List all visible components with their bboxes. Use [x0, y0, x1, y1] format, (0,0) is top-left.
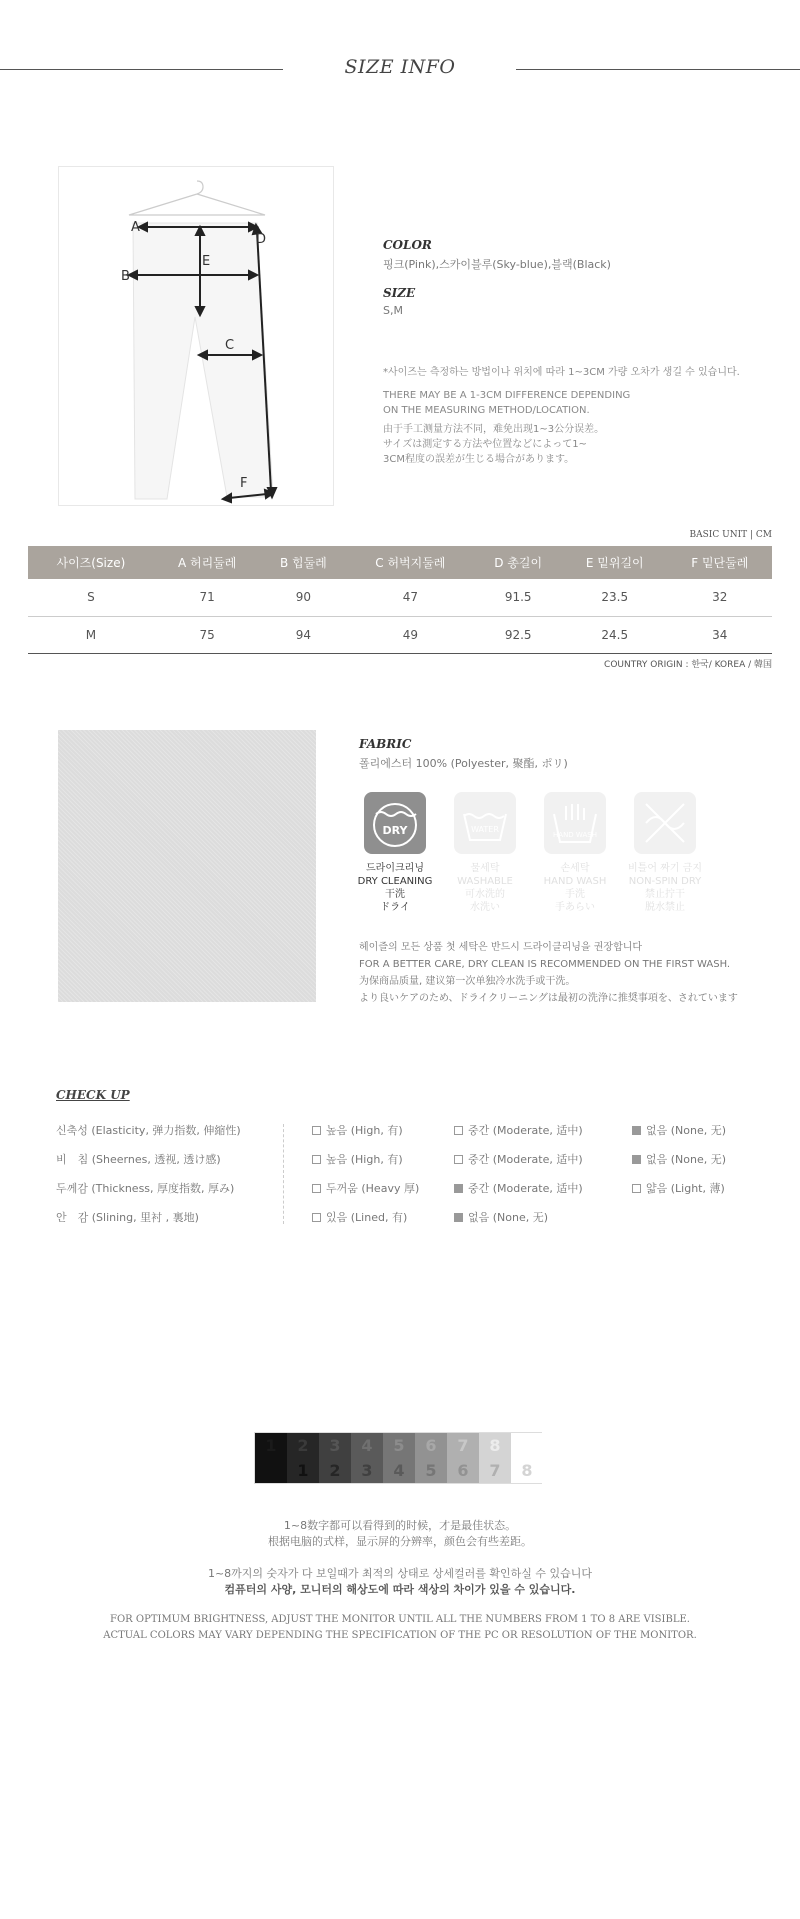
pants-illustration: [59, 167, 335, 507]
checkbox-icon: [312, 1184, 321, 1193]
th-thigh: C 허벅지둘레: [346, 546, 474, 579]
table-cell: 92.5: [474, 616, 561, 653]
th-hip: B 힙둘레: [261, 546, 347, 579]
care-text: 手あらい: [555, 902, 595, 913]
care-text: 可水洗的: [465, 889, 505, 900]
page-title: SIZE INFO: [344, 56, 456, 78]
care-text: HAND WASH: [543, 876, 607, 887]
checkup-option: 높음 (High, 有): [312, 1151, 403, 1167]
size-value: S,M: [383, 304, 403, 317]
th-length: D 총길이: [474, 546, 561, 579]
scale-cell: 3: [351, 1458, 383, 1483]
th-hem: F 밑단둘레: [668, 546, 772, 579]
checkup-option: 높음 (High, 有): [312, 1122, 403, 1138]
care-text: WASHABLE: [457, 876, 513, 887]
note-line: FOR OPTIMUM BRIGHTNESS, ADJUST THE MONITOR UNTIL ALL THE NUMBERS FROM 1 TO 8 ARE VISIBLE.: [110, 1614, 690, 1625]
note-line: 1~8까지의 숫자가 다 보일때가 최적의 상태로 상세컬러를 확인하실 수 있습니다: [207, 1567, 593, 1580]
checkup-name: 안 감 (Slining, 里衬 , 裏地): [56, 1211, 199, 1224]
care-water-wash: [445, 792, 525, 914]
care-text: 드라이크리닝: [366, 863, 424, 874]
color-value: 핑크(Pink),스카이블루(Sky-blue),블랙(Black): [383, 258, 611, 271]
header-line-right: [516, 69, 800, 70]
table-cell: 71: [154, 579, 261, 616]
table-cell: 91.5: [474, 579, 561, 616]
table-row: [28, 616, 772, 653]
scale-cell: 5: [415, 1458, 447, 1483]
country-origin: COUNTRY ORIGIN : 한국/ KOREA / 韓国: [604, 660, 772, 670]
label-a: A: [131, 220, 140, 235]
scale-cell: 3: [319, 1433, 351, 1458]
size-note-en-2: ON THE MEASURING METHOD/LOCATION.: [383, 405, 590, 416]
checkup-option: 얇음 (Light, 薄): [632, 1180, 725, 1196]
checkup-option: 중간 (Moderate, 适中): [454, 1180, 583, 1196]
checkup-row-sheerness: [56, 1151, 786, 1171]
size-note-cn: 由于手工测量方法不同，难免出现1~3公分误差。: [383, 424, 605, 435]
note-line: 컴퓨터의 사양, 모니터의 해상도에 따라 색상의 차이가 있을 수 있습니다.: [224, 1583, 576, 1596]
label-f: F: [240, 476, 248, 491]
checkbox-checked-icon: [632, 1155, 641, 1164]
basic-unit: BASIC UNIT | CM: [689, 530, 772, 540]
checkbox-checked-icon: [632, 1126, 641, 1135]
checkup-name: 비 침 (Sheernes, 透视, 透け感): [56, 1153, 221, 1166]
svg-text:WATER: WATER: [471, 825, 499, 834]
table-cell: 90: [261, 579, 347, 616]
fabric-info: [359, 737, 779, 771]
scale-cell: 5: [383, 1433, 415, 1458]
scale-cell: 6: [415, 1433, 447, 1458]
care-text: 물세탁: [470, 863, 500, 874]
checkbox-icon: [632, 1184, 641, 1193]
scale-cell: 4: [383, 1458, 415, 1483]
table-cell: S: [28, 579, 154, 616]
table-cell: 34: [668, 616, 772, 653]
product-diagram: [58, 166, 334, 506]
size-note-en-1: THERE MAY BE A 1-3CM DIFFERENCE DEPENDING: [383, 390, 631, 401]
water-wash-icon: [454, 792, 516, 854]
size-note-jp-2: 3CM程度の誤差が生じる場合があります。: [383, 454, 575, 465]
checkbox-icon: [312, 1155, 321, 1164]
scale-cell: 7: [447, 1433, 479, 1458]
care-hand-wash: [535, 792, 615, 914]
size-label: SIZE: [383, 286, 416, 300]
checkup-option: 있음 (Lined, 有): [312, 1209, 407, 1225]
care-text: 干洗: [385, 889, 405, 900]
checkbox-icon: [454, 1155, 463, 1164]
svg-text:HAND WASH: HAND WASH: [553, 831, 597, 839]
care-note-en: FOR A BETTER CARE, DRY CLEAN IS RECOMMENDED ON THE FIRST WASH.: [359, 959, 731, 970]
product-info: [383, 238, 783, 467]
checkup-row-lining: [56, 1209, 786, 1229]
table-row: [28, 579, 772, 616]
checkup-title: CHECK UP: [56, 1088, 130, 1102]
checkup-name: 신축성 (Elasticity, 弹力指数, 伸縮性): [56, 1124, 241, 1137]
care-text: 손세탁: [560, 863, 590, 874]
monitor-note-en: [0, 1612, 800, 1644]
scale-cell: 2: [319, 1458, 351, 1483]
checkbox-checked-icon: [454, 1184, 463, 1193]
size-note-jp-1: サイズは測定する方法や位置などによって1~: [383, 439, 587, 450]
no-wring-icon: [634, 792, 696, 854]
table-cell: 23.5: [562, 579, 668, 616]
th-rise: E 밑위길이: [562, 546, 668, 579]
scale-cell: 6: [447, 1458, 479, 1483]
care-text: ドライ: [380, 902, 410, 913]
care-dry-clean: [355, 792, 435, 914]
th-size: 사이즈(Size): [28, 546, 154, 579]
note-line: ACTUAL COLORS MAY VARY DEPENDING THE SPECIFICATION OF THE PC OR RESOLUTION OF THE MONITOR.: [103, 1630, 697, 1641]
care-text: 脱水禁止: [645, 902, 685, 913]
scale-cell: [255, 1458, 287, 1483]
care-text: NON-SPIN DRY: [628, 876, 702, 887]
checkbox-checked-icon: [454, 1213, 463, 1222]
checkup-option: 없음 (None, 无): [454, 1209, 548, 1225]
checkbox-icon: [312, 1126, 321, 1135]
note-line: 1~8数字都可以看得到的时候，才是最佳状态。: [283, 1519, 517, 1532]
checkup-option: 없음 (None, 无): [632, 1151, 726, 1167]
checkbox-icon: [312, 1213, 321, 1222]
note-line: 根据电脑的式样，显示屏的分辨率，颜色会有些差距。: [268, 1535, 532, 1548]
label-e: E: [202, 254, 211, 269]
care-text: 비틀어 짜기 금지: [628, 863, 702, 874]
label-b: B: [121, 269, 130, 284]
scale-cell: 1: [287, 1458, 319, 1483]
th-waist: A 허리둘레: [154, 546, 261, 579]
care-notes: [359, 939, 799, 1007]
checkup-option: 중간 (Moderate, 适中): [454, 1122, 583, 1138]
checkbox-icon: [454, 1126, 463, 1135]
checkup-name: 두께감 (Thickness, 厚度指数, 厚み): [56, 1182, 235, 1195]
care-no-wring: [625, 792, 705, 914]
hand-wash-icon: [544, 792, 606, 854]
fabric-value: 폴리에스터 100% (Polyester, 聚酯, ポリ): [359, 757, 568, 770]
section-header: [0, 56, 800, 86]
label-d: D: [256, 232, 267, 247]
table-header-row: [28, 546, 772, 579]
scale-cell: 8: [479, 1433, 511, 1458]
size-note-kr: *사이즈는 측정하는 방법이나 위치에 따라 1~3CM 가량 오차가 생길 수 있습니다.: [383, 367, 740, 378]
svg-text:DRY: DRY: [382, 824, 408, 837]
checkup-option: 두꺼움 (Heavy 厚): [312, 1180, 419, 1196]
table-cell: 47: [346, 579, 474, 616]
care-text: 禁止拧干: [645, 889, 685, 900]
care-text: DRY CLEANING: [357, 876, 433, 887]
scale-cell: 8: [511, 1458, 543, 1483]
scale-cell: [511, 1433, 543, 1458]
scale-cell: 2: [287, 1433, 319, 1458]
table-cell: M: [28, 616, 154, 653]
table-cell: 94: [261, 616, 347, 653]
care-note-jp: より良いケアのため、ドライクリーニングは最初の洗浄に推奨事項を、されています: [359, 993, 738, 1004]
scale-cell: 4: [351, 1433, 383, 1458]
table-cell: 32: [668, 579, 772, 616]
checkup-row-thickness: [56, 1180, 786, 1200]
scale-cell: 1: [255, 1433, 287, 1458]
fabric-label: FABRIC: [359, 737, 412, 751]
color-label: COLOR: [383, 238, 432, 252]
table-cell: 49: [346, 616, 474, 653]
care-note-kr: 헤이즐의 모든 상품 첫 세탁은 반드시 드라이클리닝을 권장합니다: [359, 942, 643, 953]
monitor-note-cn: [0, 1518, 800, 1550]
care-text: 手洗: [565, 889, 585, 900]
monitor-note-kr: [0, 1566, 800, 1598]
table-cell: 24.5: [562, 616, 668, 653]
checkup-option: 중간 (Moderate, 适中): [454, 1151, 583, 1167]
monitor-gray-scale: [254, 1432, 542, 1484]
table-cell: 75: [154, 616, 261, 653]
checkup-option: 없음 (None, 无): [632, 1122, 726, 1138]
care-note-cn: 为保商品质量, 建议第一次单独冷水洗手或干洗。: [359, 976, 576, 987]
scale-cell: 7: [479, 1458, 511, 1483]
label-c: C: [225, 338, 235, 353]
checkup-row-elasticity: [56, 1122, 786, 1142]
fabric-swatch: [58, 730, 316, 1002]
size-table: [28, 546, 772, 654]
care-text: 水洗い: [470, 902, 500, 913]
dry-clean-icon: [364, 792, 426, 854]
